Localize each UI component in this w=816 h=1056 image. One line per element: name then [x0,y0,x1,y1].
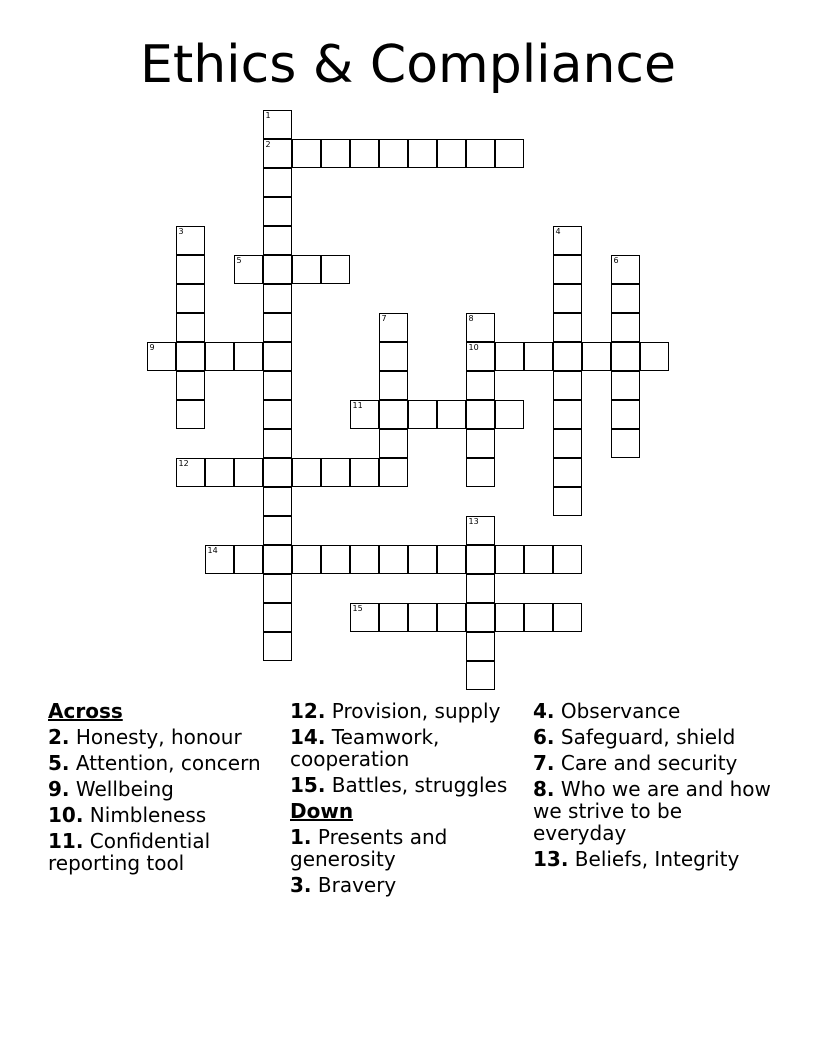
grid-cell[interactable] [553,226,582,255]
clue [48,804,278,826]
clue-number: 15 [352,604,363,613]
grid-cell[interactable] [350,400,379,429]
grid-cell[interactable] [263,313,292,342]
grid-cell[interactable] [263,342,292,371]
grid-cell[interactable] [234,458,263,487]
grid-cell[interactable] [408,139,437,168]
grid-cell[interactable] [408,603,437,632]
clue [290,726,520,770]
clue-number: 7 [381,314,387,323]
grid-cell[interactable] [553,487,582,516]
grid-cell[interactable] [292,255,321,284]
clues-column-3 [533,700,773,874]
grid-cell[interactable] [466,313,495,342]
clue-number-label: 4. [533,699,555,723]
grid-cell[interactable] [263,487,292,516]
grid-cell[interactable] [176,371,205,400]
grid-cell[interactable] [176,284,205,313]
clue [290,700,520,722]
grid-cell[interactable] [466,516,495,545]
clue-text: Attention, concern [69,751,261,775]
grid-cell[interactable] [379,603,408,632]
grid-cell[interactable] [611,400,640,429]
grid-cell[interactable] [553,342,582,371]
clue-number: 13 [468,517,479,526]
puzzle-title: Ethics & Compliance [139,35,677,95]
grid-cell[interactable] [350,545,379,574]
grid-cell[interactable] [321,255,350,284]
grid-cell[interactable] [234,545,263,574]
grid-cell[interactable] [263,371,292,400]
grid-cell[interactable] [263,226,292,255]
clue-text: Battles, struggles [325,773,508,797]
grid-cell[interactable] [466,371,495,400]
clue-number: 9 [149,343,155,352]
clue-text: Wellbeing [69,777,174,801]
clue-number: 4 [555,227,561,236]
grid-cell[interactable] [553,313,582,342]
clue-number: 3 [178,227,184,236]
grid-cell[interactable] [292,545,321,574]
grid-cell[interactable] [611,429,640,458]
grid-cell[interactable] [379,545,408,574]
grid-cell[interactable] [611,313,640,342]
down-header: Down [290,799,354,823]
grid-cell[interactable] [611,255,640,284]
grid-cell[interactable] [350,603,379,632]
grid-cell[interactable] [495,342,524,371]
grid-cell[interactable] [466,661,495,690]
grid-cell[interactable] [553,371,582,400]
clue-text: Confidential reporting tool [48,829,211,875]
grid-cell[interactable] [553,255,582,284]
grid-cell[interactable] [205,545,234,574]
clue-text: Safeguard, shield [554,725,736,749]
grid-cell[interactable] [147,342,176,371]
grid-cell[interactable] [350,458,379,487]
grid-cell[interactable] [263,110,292,139]
clue-number-label: 9. [48,777,70,801]
grid-cell[interactable] [263,603,292,632]
grid-cell[interactable] [234,255,263,284]
grid-cell[interactable] [495,603,524,632]
clue [533,726,773,748]
grid-cell[interactable] [466,400,495,429]
grid-cell[interactable] [466,574,495,603]
clue-text: Observance [554,699,681,723]
grid-cell[interactable] [263,168,292,197]
clue [290,774,520,796]
clues-column-2 [290,700,520,900]
clue-number: 11 [352,401,363,410]
grid-cell[interactable] [495,139,524,168]
grid-cell[interactable] [437,603,466,632]
grid-cell[interactable] [263,284,292,313]
grid-cell[interactable] [524,342,553,371]
grid-cell[interactable] [611,284,640,313]
clue [533,848,773,870]
clues-column-1 [48,700,278,878]
grid-cell[interactable] [176,400,205,429]
clue-number-label: 2. [48,725,70,749]
clue [290,826,520,870]
grid-cell[interactable] [292,458,321,487]
clue [533,700,773,722]
grid-cell[interactable] [408,400,437,429]
clue-number: 14 [207,546,218,555]
grid-cell[interactable] [553,284,582,313]
grid-cell[interactable] [466,342,495,371]
clue-number-label: 12. [290,699,326,723]
grid-cell[interactable] [524,545,553,574]
grid-cell[interactable] [321,545,350,574]
clue [48,726,278,748]
grid-cell[interactable] [263,255,292,284]
clue-text: Who we are and how we strive to be everyday [533,777,771,845]
clue-text: Provision, supply [325,699,501,723]
grid-cell[interactable] [611,371,640,400]
clue [48,830,278,874]
clue-number: 6 [613,256,619,265]
grid-cell[interactable] [321,139,350,168]
grid-cell[interactable] [437,400,466,429]
grid-cell[interactable] [553,458,582,487]
grid-cell[interactable] [524,603,553,632]
grid-cell[interactable] [263,197,292,226]
clue-number-label: 5. [48,751,70,775]
grid-cell[interactable] [466,458,495,487]
clue-text: Presents and generosity [290,825,448,871]
clue-number-label: 7. [533,751,555,775]
grid-cell[interactable] [176,342,205,371]
clue-text: Beliefs, Integrity [568,847,740,871]
clue-number: 12 [178,459,189,468]
clue-number-label: 1. [290,825,312,849]
grid-cell[interactable] [234,342,263,371]
clue-number: 5 [236,256,242,265]
clue-number-label: 8. [533,777,555,801]
grid-cell[interactable] [263,516,292,545]
grid-cell[interactable] [379,429,408,458]
clue-number: 10 [468,343,479,352]
grid-cell[interactable] [466,632,495,661]
grid-cell[interactable] [176,458,205,487]
grid-cell[interactable] [350,139,379,168]
clue-number: 1 [265,111,271,120]
grid-cell[interactable] [466,429,495,458]
grid-cell[interactable] [466,545,495,574]
clue [533,778,773,844]
clue-text: Teamwork, cooperation [290,725,440,771]
grid-cell[interactable] [611,342,640,371]
grid-cell[interactable] [263,139,292,168]
grid-cell[interactable] [437,139,466,168]
grid-cell[interactable] [640,342,669,371]
grid-cell[interactable] [176,226,205,255]
grid-cell[interactable] [379,458,408,487]
grid-cell[interactable] [263,632,292,661]
grid-cell[interactable] [553,400,582,429]
grid-cell[interactable] [495,545,524,574]
clue-text: Nimbleness [83,803,207,827]
grid-cell[interactable] [379,400,408,429]
clue-text: Care and security [554,751,738,775]
grid-cell[interactable] [292,139,321,168]
grid-cell[interactable] [379,342,408,371]
clue-number-label: 3. [290,873,312,897]
grid-cell[interactable] [263,545,292,574]
grid-cell[interactable] [553,603,582,632]
grid-cell[interactable] [205,342,234,371]
grid-cell[interactable] [582,342,611,371]
grid-cell[interactable] [495,400,524,429]
grid-cell[interactable] [466,139,495,168]
clue [48,752,278,774]
grid-cell[interactable] [379,139,408,168]
clue-number: 8 [468,314,474,323]
grid-cell[interactable] [466,603,495,632]
clue-number-label: 11. [48,829,84,853]
grid-cell[interactable] [408,545,437,574]
grid-cell[interactable] [263,400,292,429]
grid-cell[interactable] [263,574,292,603]
grid-cell[interactable] [553,429,582,458]
grid-cell[interactable] [379,371,408,400]
clue-number-label: 6. [533,725,555,749]
clue [48,778,278,800]
grid-cell[interactable] [321,458,350,487]
clue [533,752,773,774]
clue-text: Bravery [311,873,397,897]
grid-cell[interactable] [263,429,292,458]
clue-text: Honesty, honour [69,725,242,749]
grid-cell[interactable] [553,545,582,574]
grid-cell[interactable] [263,458,292,487]
clue-number-label: 10. [48,803,84,827]
grid-cell[interactable] [176,255,205,284]
grid-cell[interactable] [437,545,466,574]
grid-cell[interactable] [379,313,408,342]
across-header: Across [48,699,123,723]
grid-cell[interactable] [205,458,234,487]
clue-number-label: 13. [533,847,569,871]
clue-number-label: 14. [290,725,326,749]
clue-number-label: 15. [290,773,326,797]
clue-number: 2 [265,140,271,149]
grid-cell[interactable] [176,313,205,342]
clue [290,874,520,896]
